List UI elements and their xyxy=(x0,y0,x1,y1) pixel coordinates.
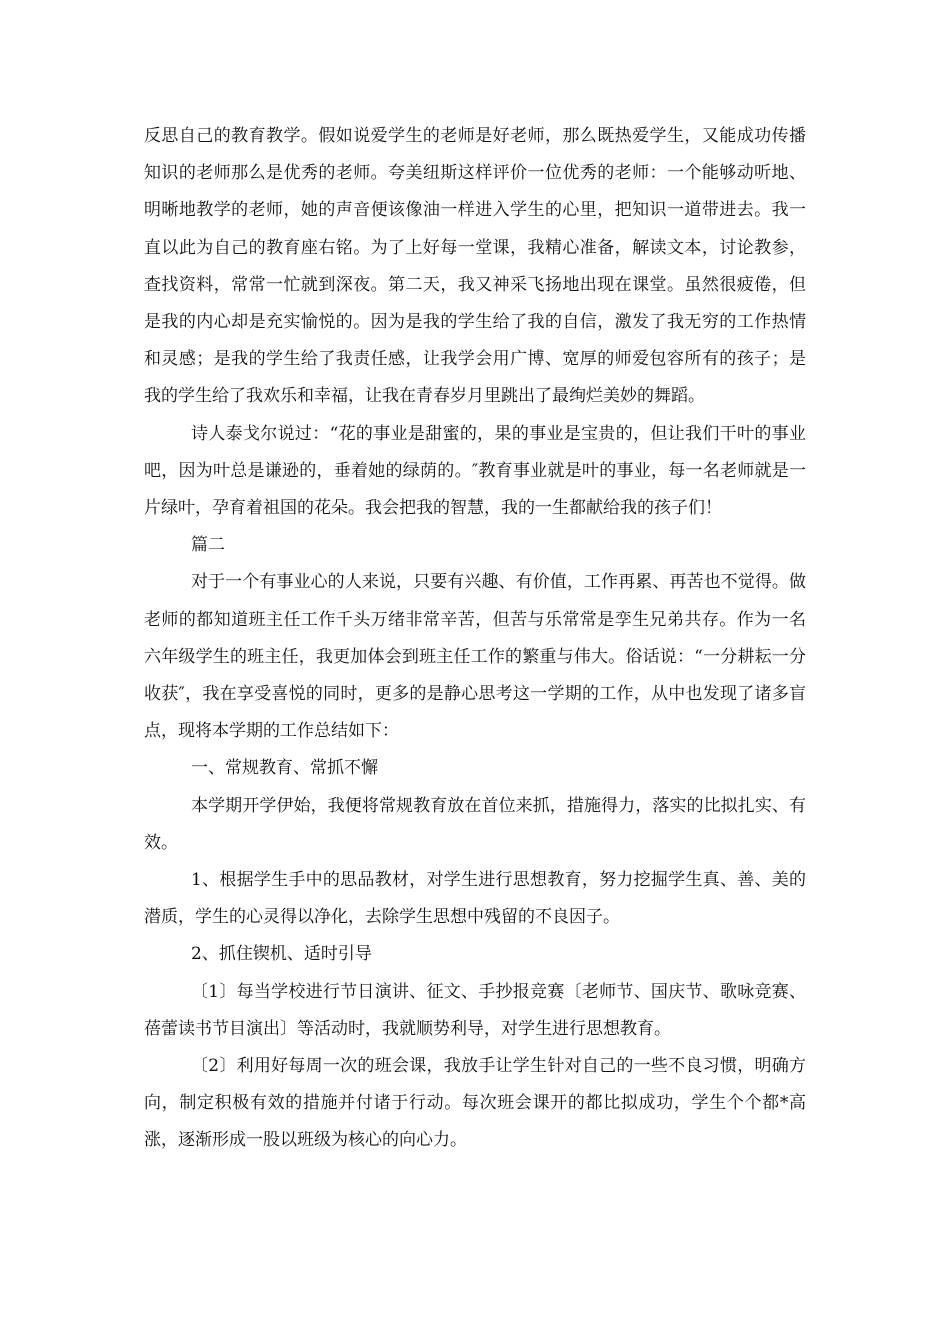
list-item-1: 1、根据学生手中的思品教材，对学生进行思想教育，努力挖掘学生真、善、美的潜质，学生的心灵得以净化，去除学生思想中残留的不良因子。 xyxy=(144,870,806,928)
sub-item-1: 〔1〕每当学校进行节日演讲、征文、手抄报竞赛〔老师节、国庆节、歌咏竞赛、蓓蕾读书节目演出〕等活动时，我就顺势利导，对学生进行思想教育。 xyxy=(144,981,806,1039)
section-heading: 篇二 xyxy=(191,535,225,556)
sub-item-2: 〔2〕利用好每周一次的班会课，我放手让学生针对自己的一些不良习惯，明确方向，制定积极有效的措施并付诸于行动。每次班会课开的都比拟成功，学生个个都*高涨，逐渐形成一股以班级为核心的向心力。 xyxy=(144,1056,806,1151)
document-page xyxy=(144,118,806,1160)
paragraph-2: 诗人泰戈尔说过：“花的事业是甜蜜的，果的事业是宝贵的，但让我们干叶的事业吧，因为叶总是谦逊的，垂着她的绿荫的。″教育事业就是叶的事业，每一名老师就是一片绿叶，孕育着祖国的花朵。我会把我的智慧，我的一生都献给我的孩子们！ xyxy=(144,423,806,519)
subheading-1: 一、常规教育、常抓不懈 xyxy=(191,758,378,779)
list-item-2: 2、抓住锲机、适时引导 xyxy=(191,944,372,965)
paragraph-4: 本学期开学伊始，我便将常规教育放在首位来抓，措施得力，落实的比拟扎实、有效。 xyxy=(144,795,806,853)
paragraph-3: 对于一个有事业心的人来说，只要有兴趣、有价值，工作再累、再苦也不觉得。做老师的都知道班主任工作千头万绪非常辛苦，但苦与乐常常是孪生兄弟共存。作为一名六年级学生的班主任，我更加体会到班主任工作的繁重与伟大。俗话说：“一分耕耘一分收获″，我在享受喜悦的同时，更多的是静心思考这一学期的工作，从中也发现了诸多盲点，现将本学期的工作总结如下： xyxy=(144,572,806,742)
paragraph-1: 反思自己的教育教学。假如说爱学生的老师是好老师，那么既热爱学生，又能成功传播知识的老师那么是优秀的老师。夸美纽斯这样评价一位优秀的老师：一个能够动听地、明晰地教学的老师，她的声音便该像油一样进入学生的心里，把知识一道带进去。我一直以此为自己的教育座右铭。为了上好每一堂课，我精心准备，解读文本，讨论教参，查找资料，常常一忙就到深夜。第二天，我又神采飞扬地出现在课堂。虽然很疲倦，但是我的内心却是充实愉悦的。因为是我的学生给了我的自信，激发了我无穷的工作热情和灵感；是我的学生给了我责任感，让我学会用广博、宽厚的师爱包容所有的孩子；是我的学生给了我欢乐和幸福，让我在青春岁月里跳出了最绚烂美妙的舞蹈。 xyxy=(144,126,806,407)
